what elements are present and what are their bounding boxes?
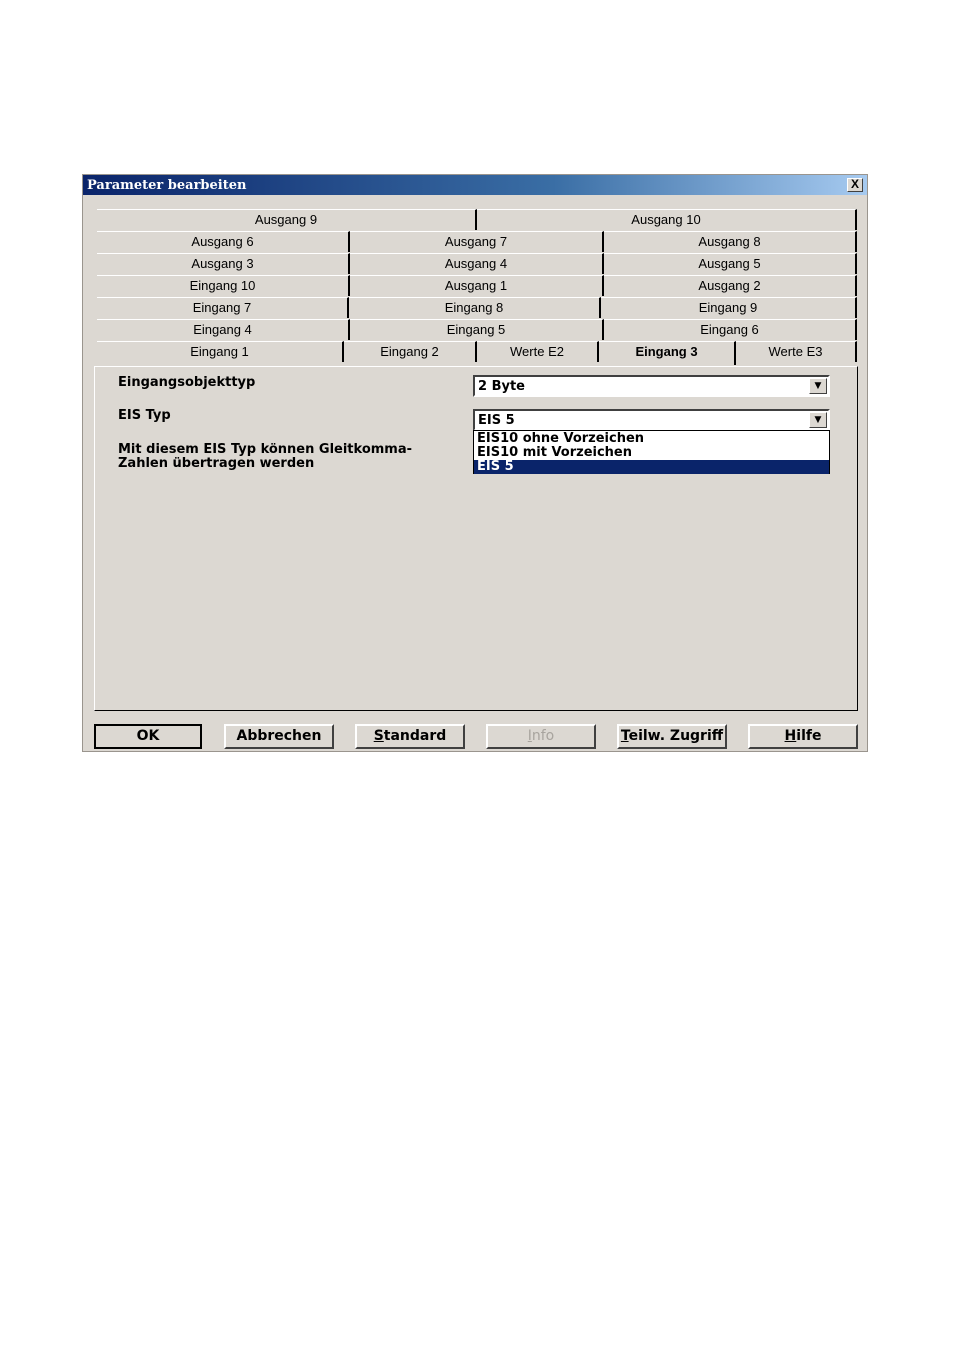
tab-row-6 [97,319,857,340]
parameter-dialog [82,174,868,752]
close-icon[interactable]: X [847,178,863,192]
description-line-2: Zahlen übertragen werden [118,456,315,471]
tab-row-1 [97,209,857,230]
tab-eingang-9[interactable]: Eingang 9 [601,297,857,318]
description-line-1: Mit diesem EIS Typ können Gleitkomma- [118,442,413,457]
tab-eingang-1[interactable]: Eingang 1 [97,341,344,362]
info-label: nfo [531,728,555,744]
tab-ausgang-5[interactable]: Ausgang 5 [604,253,857,274]
tab-werte-e3[interactable]: Werte E3 [736,341,857,362]
tab-row-5 [97,297,857,318]
eingangsobjekttyp-value: 2 Byte [478,379,525,394]
ok-button[interactable]: OK [94,724,202,749]
tab-ausgang-2[interactable]: Ausgang 2 [604,275,857,296]
eis-option-eis10-ohne-vorzeichen[interactable]: EIS10 ohne Vorzeichen [477,431,645,446]
eis-typ-dropdown-list [473,430,830,474]
eingangsobjekttyp-label: Eingangsobjekttyp [118,375,256,390]
hilfe-label: ilfe [796,728,822,744]
eis-option-eis-5[interactable]: EIS 5 [474,460,829,474]
tab-ausgang-7[interactable]: Ausgang 7 [350,231,604,252]
tab-ausgang-8[interactable]: Ausgang 8 [604,231,857,252]
title-bar[interactable] [83,175,867,195]
eis-typ-description [118,443,412,471]
tab-row-2 [97,231,857,252]
abbrechen-button[interactable]: Abbrechen [224,724,334,749]
info-mnemonic: I [527,728,532,744]
hilfe-button[interactable] [748,724,858,749]
tab-eingang-7[interactable]: Eingang 7 [97,297,349,318]
window-title: Parameter bearbeiten [87,178,247,193]
tab-eingang-2[interactable]: Eingang 2 [344,341,477,362]
hilfe-mnemonic: H [784,728,797,744]
tab-eingang-4[interactable]: Eingang 4 [97,319,350,340]
teilw-label: eilw. Zugriff [628,728,724,744]
teilw-zugriff-button[interactable] [617,724,727,749]
standard-mnemonic: S [373,728,384,744]
tab-ausgang-4[interactable]: Ausgang 4 [350,253,604,274]
eis-typ-select[interactable] [473,409,830,431]
info-button[interactable] [486,724,596,749]
tab-ausgang-1[interactable]: Ausgang 1 [350,275,604,296]
tab-ausgang-3[interactable]: Ausgang 3 [97,253,350,274]
tab-row-4 [97,275,857,296]
teilw-mnemonic: T [620,728,629,744]
tab-ausgang-6[interactable]: Ausgang 6 [97,231,350,252]
tab-eingang-8[interactable]: Eingang 8 [349,297,601,318]
chevron-down-icon[interactable]: ▼ [809,412,827,428]
tab-werte-e2[interactable]: Werte E2 [477,341,599,362]
eis-option-eis10-mit-vorzeichen[interactable]: EIS10 mit Vorzeichen [477,445,633,460]
tab-eingang-3[interactable]: Eingang 3 [599,341,736,365]
eis-typ-label: EIS Typ [118,408,171,423]
chevron-down-icon[interactable]: ▼ [809,378,827,394]
standard-label: tandard [383,728,447,744]
eis-typ-value: EIS 5 [478,413,515,428]
tab-row-3 [97,253,857,274]
tab-eingang-6[interactable]: Eingang 6 [604,319,857,340]
tab-row-7 [97,341,857,362]
tab-eingang-10[interactable]: Eingang 10 [97,275,350,296]
tab-ausgang-10[interactable]: Ausgang 10 [477,209,857,230]
tab-eingang-5[interactable]: Eingang 5 [350,319,604,340]
standard-button[interactable] [355,724,465,749]
eingangsobjekttyp-select[interactable] [473,375,830,397]
tab-ausgang-9[interactable]: Ausgang 9 [97,209,477,230]
